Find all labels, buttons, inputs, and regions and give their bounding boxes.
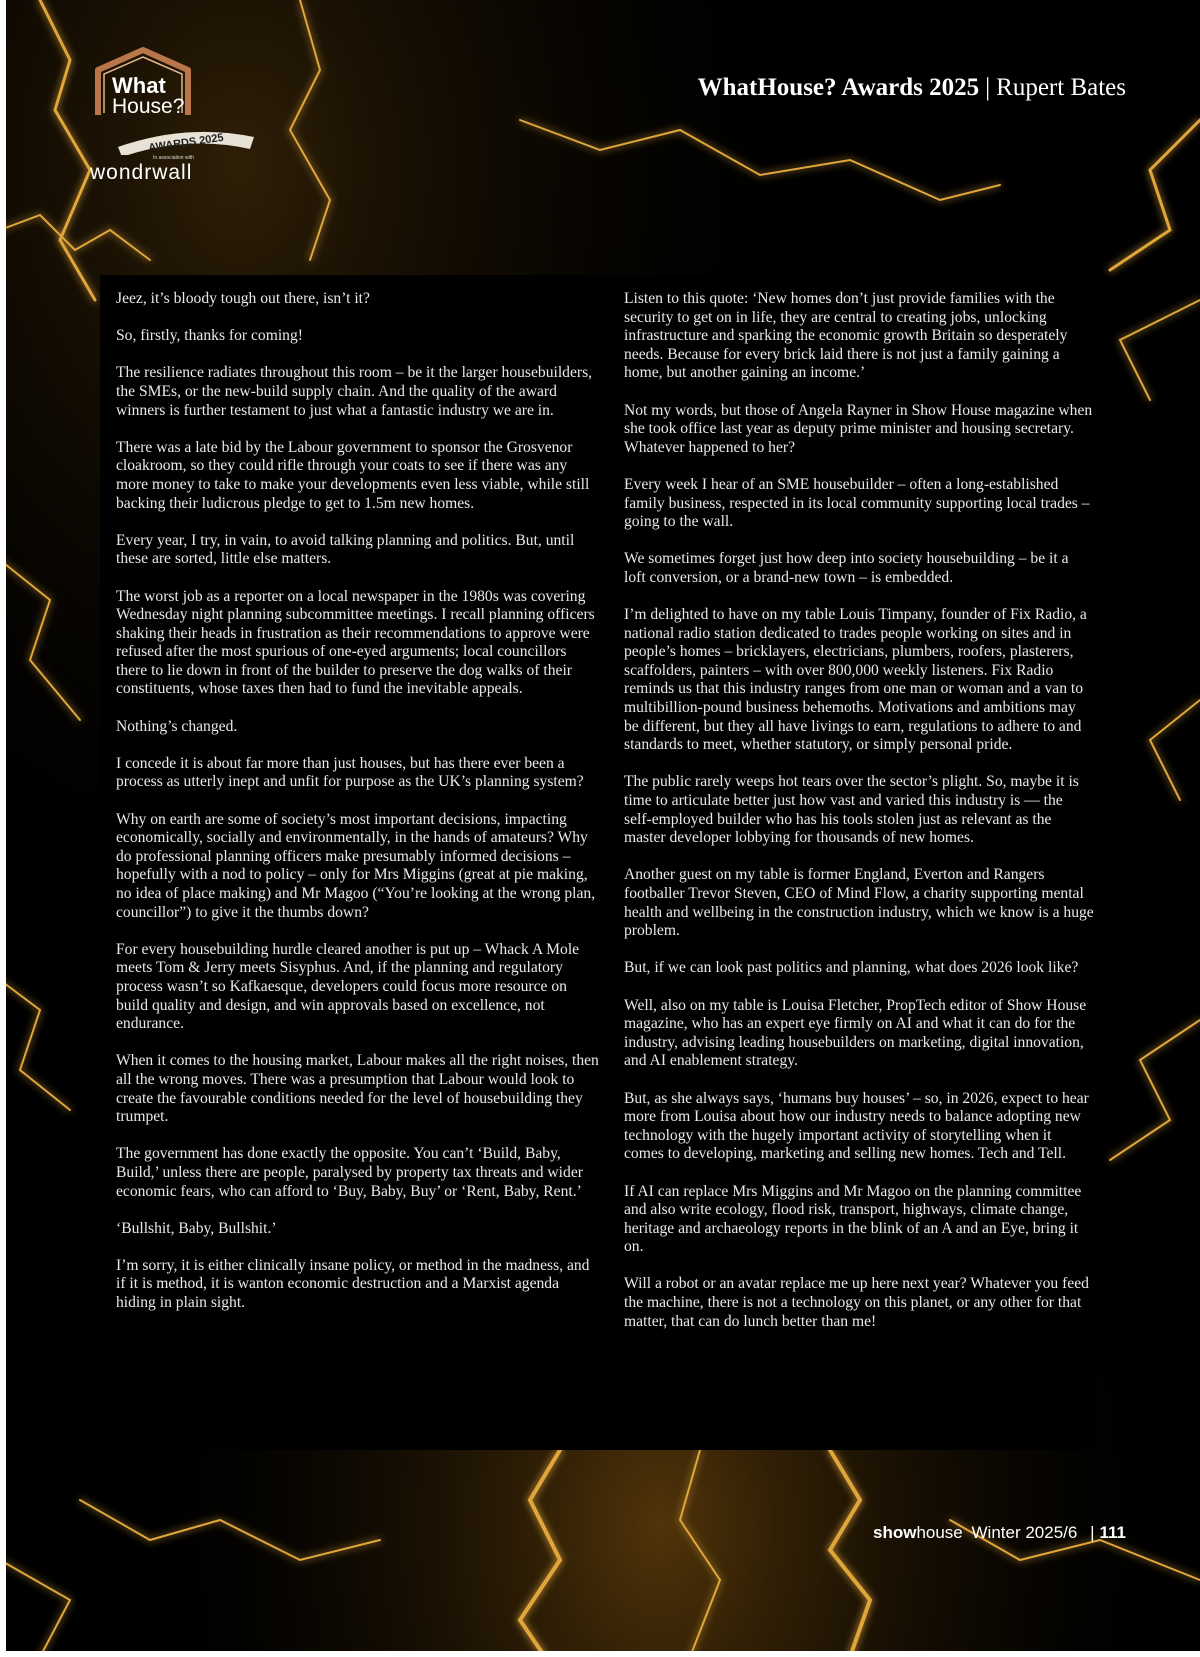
awards-ribbon-text: AWARDS 2025 — [147, 131, 225, 155]
paragraph: The worst job as a reporter on a local newspaper in the 1980s was covering Wednesday night planning subcommittee meetings. I recall planning officers shaking their heads in frustration as their recommendations to approve were refused after the most spurious of one-eyed arguments; local councillors there to lie down in front of the builder to preserve the dog walks of their constituents, whose taxes then had to fund the inevitable appeals. — [116, 587, 595, 698]
header-author: Rupert Bates — [996, 74, 1126, 101]
paragraph: When it comes to the housing market, Labour makes all the right noises, then all the wrong moves. There was a presumption that Labour would look to create the favourable conditions needed for the level of housebuilding they trumpet. — [116, 1052, 599, 1126]
paragraph: I’m delighted to have on my table Louis Timpany, founder of Fix Radio, a national radio station dedicated to trades people working on sites and in people’s homes – bricklayers, electricians, plumbers, roofers, plasterers, scaffolders, painters – with over 800,000 weekly listeners. Fix Radio reminds us that this industry ranges from one man or woman and a van to multibillion-pound business behemoths. Motivations and ambitions may be different, but they all have livings to earn, regulations to adhere to and standards to meet, whether statutory, or simply personal pride. — [624, 606, 1087, 754]
paragraph: Every year, I try, in vain, to avoid talking planning and politics. But, until these are sorted, little else matters. — [116, 531, 575, 568]
footer-issue: Winter 2025/6 — [971, 1523, 1078, 1542]
paragraph: Well, also on my table is Louisa Fletcher, PropTech editor of Show House magazine, who has an expert eye firmly on AI and what it can do for the industry, advising leading housebuilders on marketing, digital innovation, and AI enablement strategy. — [624, 996, 1087, 1070]
article-column-left — [116, 290, 600, 1331]
article-panel — [100, 275, 1098, 1450]
paragraph: The government has done exactly the opposite. You can’t ‘Build, Baby, Build,’ unless there are people, paralysed by property tax threats and wider economic fears, who can afford to ‘Buy, Baby, Buy’ or ‘Rent, Baby, Rent.’ — [116, 1145, 583, 1200]
footer-brand-show: show — [872, 1523, 917, 1542]
header-separator: | — [985, 74, 991, 101]
paragraph: Why on earth are some of society’s most important decisions, impacting economically, socially and environmentally, in the hands of amateurs? Why do professional planning officers make presumably informed decisions – hopefully with a nod to policy – only for Mrs Miggins (great at pie making, no idea of place making) and Mr Magoo (“You’re looking at the wrong plan, councillor”) to give it the thumbs down? — [116, 810, 596, 921]
paragraph: Listen to this quote: ‘New homes don’t just provide families with the security to get on in life, they are central to creating jobs, unlocking infrastructure and sparking the economic growth Britain so desperately needs. Because for every brick laid there is not just a family gaining a home, but another gaining an income.’ — [624, 290, 1068, 382]
footer-brand-house: house — [916, 1523, 963, 1542]
whathouse-awards-logo — [58, 45, 238, 195]
paragraph: Jeez, it’s bloody tough out there, isn’t it? — [116, 290, 370, 307]
paragraph: Not my words, but those of Angela Rayner in Show House magazine when she took office last year as deputy prime minister and housing secretary. Whatever happened to her? — [624, 401, 1093, 456]
paragraph: The public rarely weeps hot tears over the sector’s plight. So, maybe it is time to articulate better just how vast and varied this industry is –– the self-employed builder who has his tools stolen just as relevant as the master developer lobbying for thousands of new homes. — [624, 773, 1079, 847]
paragraph: The resilience radiates throughout this room – be it the larger housebuilders, the SMEs, or the new-build supply chain. And the quality of the award winners is further testament to just what a fantastic industry we are in. — [116, 364, 593, 419]
paragraph: But, if we can look past politics and planning, what does 2026 look like? — [624, 959, 1079, 977]
paragraph: Another guest on my table is former England, Everton and Rangers footballer Trevor Steven, CEO of Mind Flow, a charity supporting mental health and wellbeing in the construction industry, which we know is a huge problem. — [624, 866, 1094, 940]
page-number: 111 — [1099, 1523, 1126, 1542]
paragraph: If AI can replace Mrs Miggins and Mr Magoo on the planning committee and also write ecology, flood risk, transport, highways, climate change, heritage and archaeology reports in the blink of an A and an Eye, bring it on. — [624, 1182, 1082, 1256]
paragraph: We sometimes forget just how deep into society housebuilding – be it a loft conversion, or a brand-new town – is embedded. — [624, 550, 1069, 586]
paragraph: Will a robot or an avatar replace me up here next year? Whatever you feed the machine, there is not a technology on this planet, or any other for that matter, that can do lunch better than me! — [624, 1275, 1089, 1330]
paragraph: Nothing’s changed. — [116, 717, 238, 735]
paragraph: So, firstly, thanks for coming! — [116, 327, 303, 345]
paragraph: Every week I hear of an SME housebuilder – often a long-established family business, respected in its local community supporting local trades – going to the wall. — [624, 475, 1090, 531]
logo-association-text: In association with — [153, 155, 194, 161]
page-header — [698, 74, 1126, 102]
logo-what-text: What — [112, 73, 166, 98]
paragraph: ‘Bullshit, Baby, Bullshit.’ — [116, 1219, 277, 1237]
paragraph: I concede it is about far more than just houses, but has there ever been a process as utterly inept and unfit for purpose as the UK’s planning system? — [116, 754, 584, 791]
page-footer — [873, 1523, 1126, 1543]
paragraph: But, as she always says, ‘humans buy houses’ – so, in 2026, expect to hear more from Louisa about how our industry needs to balance adopting new technology with the hugely important activity of storytelling when it comes to developing, marketing and selling new homes. Tech and Tell. — [624, 1089, 1089, 1163]
sponsor-logo: wondrwall — [90, 161, 193, 184]
paragraph: I’m sorry, it is either clinically insane policy, or method in the madness, and if it is method, it is wanton economic destruction and a Marxist agenda hiding in plain sight. — [116, 1256, 590, 1312]
paragraph: For every housebuilding hurdle cleared another is put up – Whack A Mole meets Tom & Jerry meets Sisyphus. And, if the planning and regulatory process wasn’t so Kafkaesque, developers could focus more resource on build quality and design, and win approvals based on excellence, not endurance. — [116, 940, 580, 1033]
awards-ribbon — [116, 125, 256, 155]
paragraph: There was a late bid by the Labour government to sponsor the Grosvenor cloakroom, so they could rifle through your coats to see if there was any more money to take to make your developments even less viable, while still backing their ludicrous pledge to get to 1.5m new homes. — [116, 438, 590, 512]
header-title: WhatHouse? Awards 2025 — [697, 74, 980, 101]
logo-house-text: House? — [112, 95, 185, 118]
footer-separator: | — [1090, 1523, 1095, 1542]
article-column-right — [624, 290, 1094, 1350]
